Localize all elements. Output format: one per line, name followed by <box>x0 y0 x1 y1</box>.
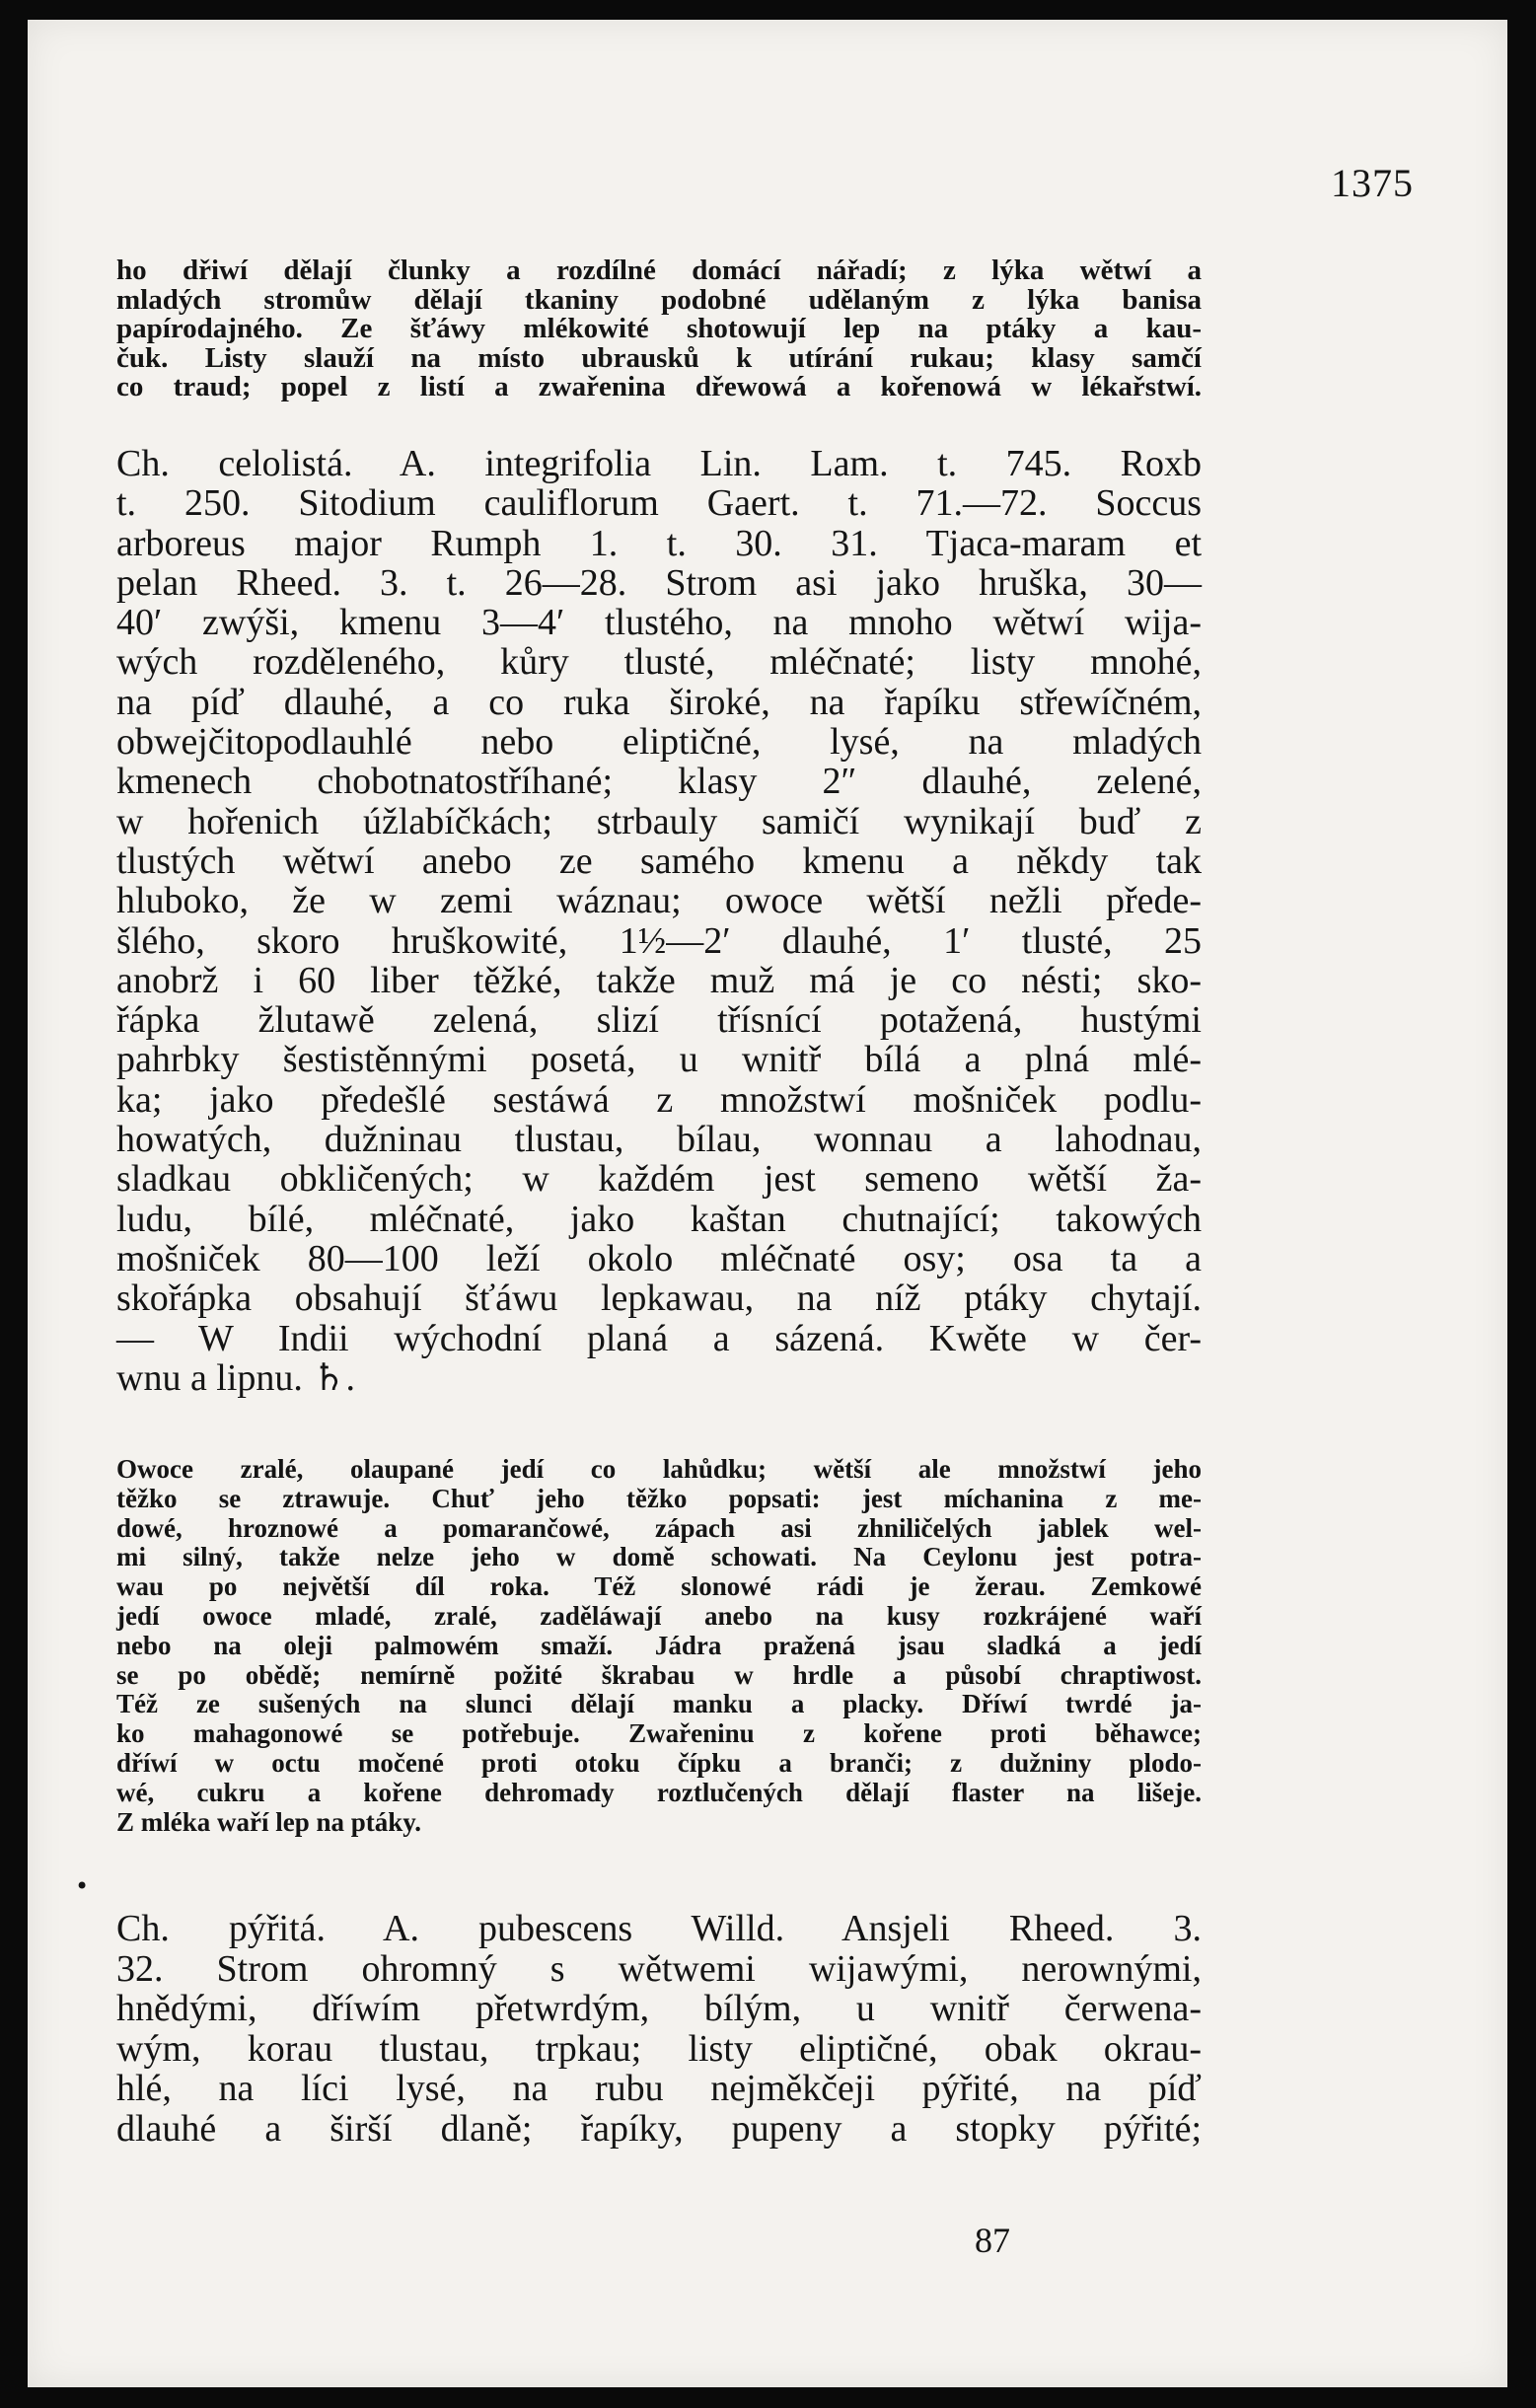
species-entry-celolista <box>116 444 1202 1398</box>
note-line: nebo na oleji palmowém smaží. Jádra pražená jsau sladká a jedí <box>116 1630 1202 1660</box>
text-line: arboreus major Rumph 1. t. 30. 31. Tjaca-maram et <box>116 522 1202 564</box>
usage-notes <box>116 1455 1202 1837</box>
book-page <box>28 20 1507 2387</box>
text-line: čuk. Listy slauží na místo ubrausků k utírání rukau; klasy samčí <box>116 341 1202 374</box>
text-line: řápka žlutawě zelená, slizí třísnící potažená, hustými <box>116 999 1202 1042</box>
species-entry-pyrita <box>116 1909 1202 2150</box>
page-number: 1375 <box>1331 161 1414 205</box>
text-line: t. 250. Sitodium cauliflorum Gaert. t. 71.—72. Soccus <box>116 482 1202 525</box>
intro-paragraph <box>116 256 1202 402</box>
note-line: se po obědě; nemírně požité škrabau w hrdle a působí chraptiwost. <box>116 1659 1202 1690</box>
text-line: dlauhé a širší dlaně; řapíky, pupeny a stopky pýřité; <box>116 2107 1202 2150</box>
text-line: skořápka obsahují šťáwu lepkawau, na níž ptáky chytají. <box>116 1277 1202 1320</box>
text-line: 40′ zwýši, kmenu 3—4′ tlustého, na mnoho wětwí wija- <box>116 602 1202 644</box>
text-line: papírodajného. Ze šťáwy mlékowité shotowují lep na ptáky a kau- <box>116 313 1202 344</box>
text-line: hnědými, dříwím přetwrdým, bílým, u wnitř čerwena- <box>116 1988 1202 2030</box>
text-line: anobrž i 60 liber těžké, takže muž má je co nésti; sko- <box>116 959 1202 1001</box>
text-line: co traud; popel z listí a zwařenina dřewowá a kořenowá w lékařstwí. <box>116 371 1202 402</box>
text-line: howatých, dužninau tlustau, bílau, wonnau a lahodnau, <box>116 1119 1202 1161</box>
note-line: ko mahagonowé se potřebuje. Zwařeninu z kořene proti běhawce; <box>116 1718 1202 1749</box>
text-line: hlé, na líci lysé, na rubu nejměkčeji pýřité, na píď <box>116 2068 1202 2110</box>
note-line: wau po největší díl roka. Též slonowé rádi je žerau. Zemkowé <box>116 1571 1202 1602</box>
text-line: sladkau obkličených; w každém jest semeno wětší ža- <box>116 1158 1202 1201</box>
text-line: ka; jako předešlé sestáwá z množstwí mošniček podlu- <box>116 1078 1202 1121</box>
text-line: 32. Strom ohromný s wětwemi wijawými, nerownými, <box>116 1947 1202 1990</box>
text-line: obwejčitopodlauhlé nebo eliptičné, lysé, na mladých <box>116 721 1202 764</box>
text-line: mošniček 80—100 leží okolo mléčnaté osy; osa ta a <box>116 1237 1202 1279</box>
note-line: wé, cukru a kořene dehromady roztlučených dělají flaster na lišeje. <box>116 1777 1202 1807</box>
text-line: hluboko, že w zemi wáznau; owoce wětší nežli přede- <box>116 880 1202 922</box>
note-line: Owoce zralé, olaupané jedí co lahůdku; wětší ale množstwí jeho <box>116 1454 1202 1484</box>
note-line: jedí owoce mladé, zralé, zaděláwají anebo na kusy rozkrájené waří <box>116 1600 1202 1631</box>
text-line: ludu, bílé, mléčnaté, jako kaštan chutnající; takowých <box>116 1198 1202 1240</box>
margin-dot: • <box>75 1872 90 1900</box>
note-line: dowé, hroznowé a pomarančowé, zápach asi zhniličelých jablek wel- <box>116 1512 1202 1543</box>
text-line: ho dřiwí dělají člunky a rozdílné domácí nářadí; z lýka wětwí a <box>116 255 1202 286</box>
text-line: šlého, skoro hruškowité, 1½—2′ dlauhé, 1′ tlusté, 25 <box>116 919 1202 962</box>
text-line: wých rozděleného, kůry tlusté, mléčnaté; listy mnohé, <box>116 641 1202 684</box>
text-line: Ch. pýřitá. A. pubescens Willd. Ansjeli Rheed. 3. <box>116 1908 1202 1949</box>
note-line: Z mléka waří lep na ptáky. <box>116 1806 422 1837</box>
text-line: wým, korau tlustau, trpkau; listy eliptičné, obak okrau- <box>116 2027 1202 2070</box>
note-line: Též ze sušených na slunci dělají manku a placky. Dříwí twrdé ja- <box>116 1689 1202 1719</box>
text-line: wnu a lipnu. ♄. <box>116 1356 355 1399</box>
text-line: Ch. celolistá. A. integrifolia Lin. Lam. t. 745. Roxb <box>116 443 1202 484</box>
signature-mark: 87 <box>975 2221 1010 2260</box>
text-line: mladých stromůw dělají tkaniny podobné udělaným z lýka banisa <box>116 283 1202 316</box>
note-line: dříwí w octu močené proti otoku čípku a branči; z dužniny plodo- <box>116 1747 1202 1778</box>
text-line: pelan Rheed. 3. t. 26—28. Strom asi jako hruška, 30— <box>116 561 1202 604</box>
text-line: w hořenich úžlabíčkách; strbauly samičí wynikají buď z <box>116 800 1202 842</box>
text-line: na píď dlauhé, a co ruka široké, na řapíku střewíčném, <box>116 681 1202 723</box>
text-line: pahrbky šestistěnnými posetá, u wnitř bílá a plná mlé- <box>116 1039 1202 1081</box>
text-line: kmenech chobotnatostříhané; klasy 2″ dlauhé, zelené, <box>116 761 1202 803</box>
text-line: — W Indii wýchodní planá a sázená. Kwěte w čer- <box>116 1317 1202 1359</box>
note-line: těžko se ztrawuje. Chuť jeho těžko popsati: jest míchanina z me- <box>116 1483 1202 1513</box>
text-line: tlustých wětwí anebo ze samého kmenu a někdy tak <box>116 839 1202 882</box>
note-line: mi silný, takže nelze jeho w domě schowati. Na Ceylonu jest potra- <box>116 1542 1202 1572</box>
